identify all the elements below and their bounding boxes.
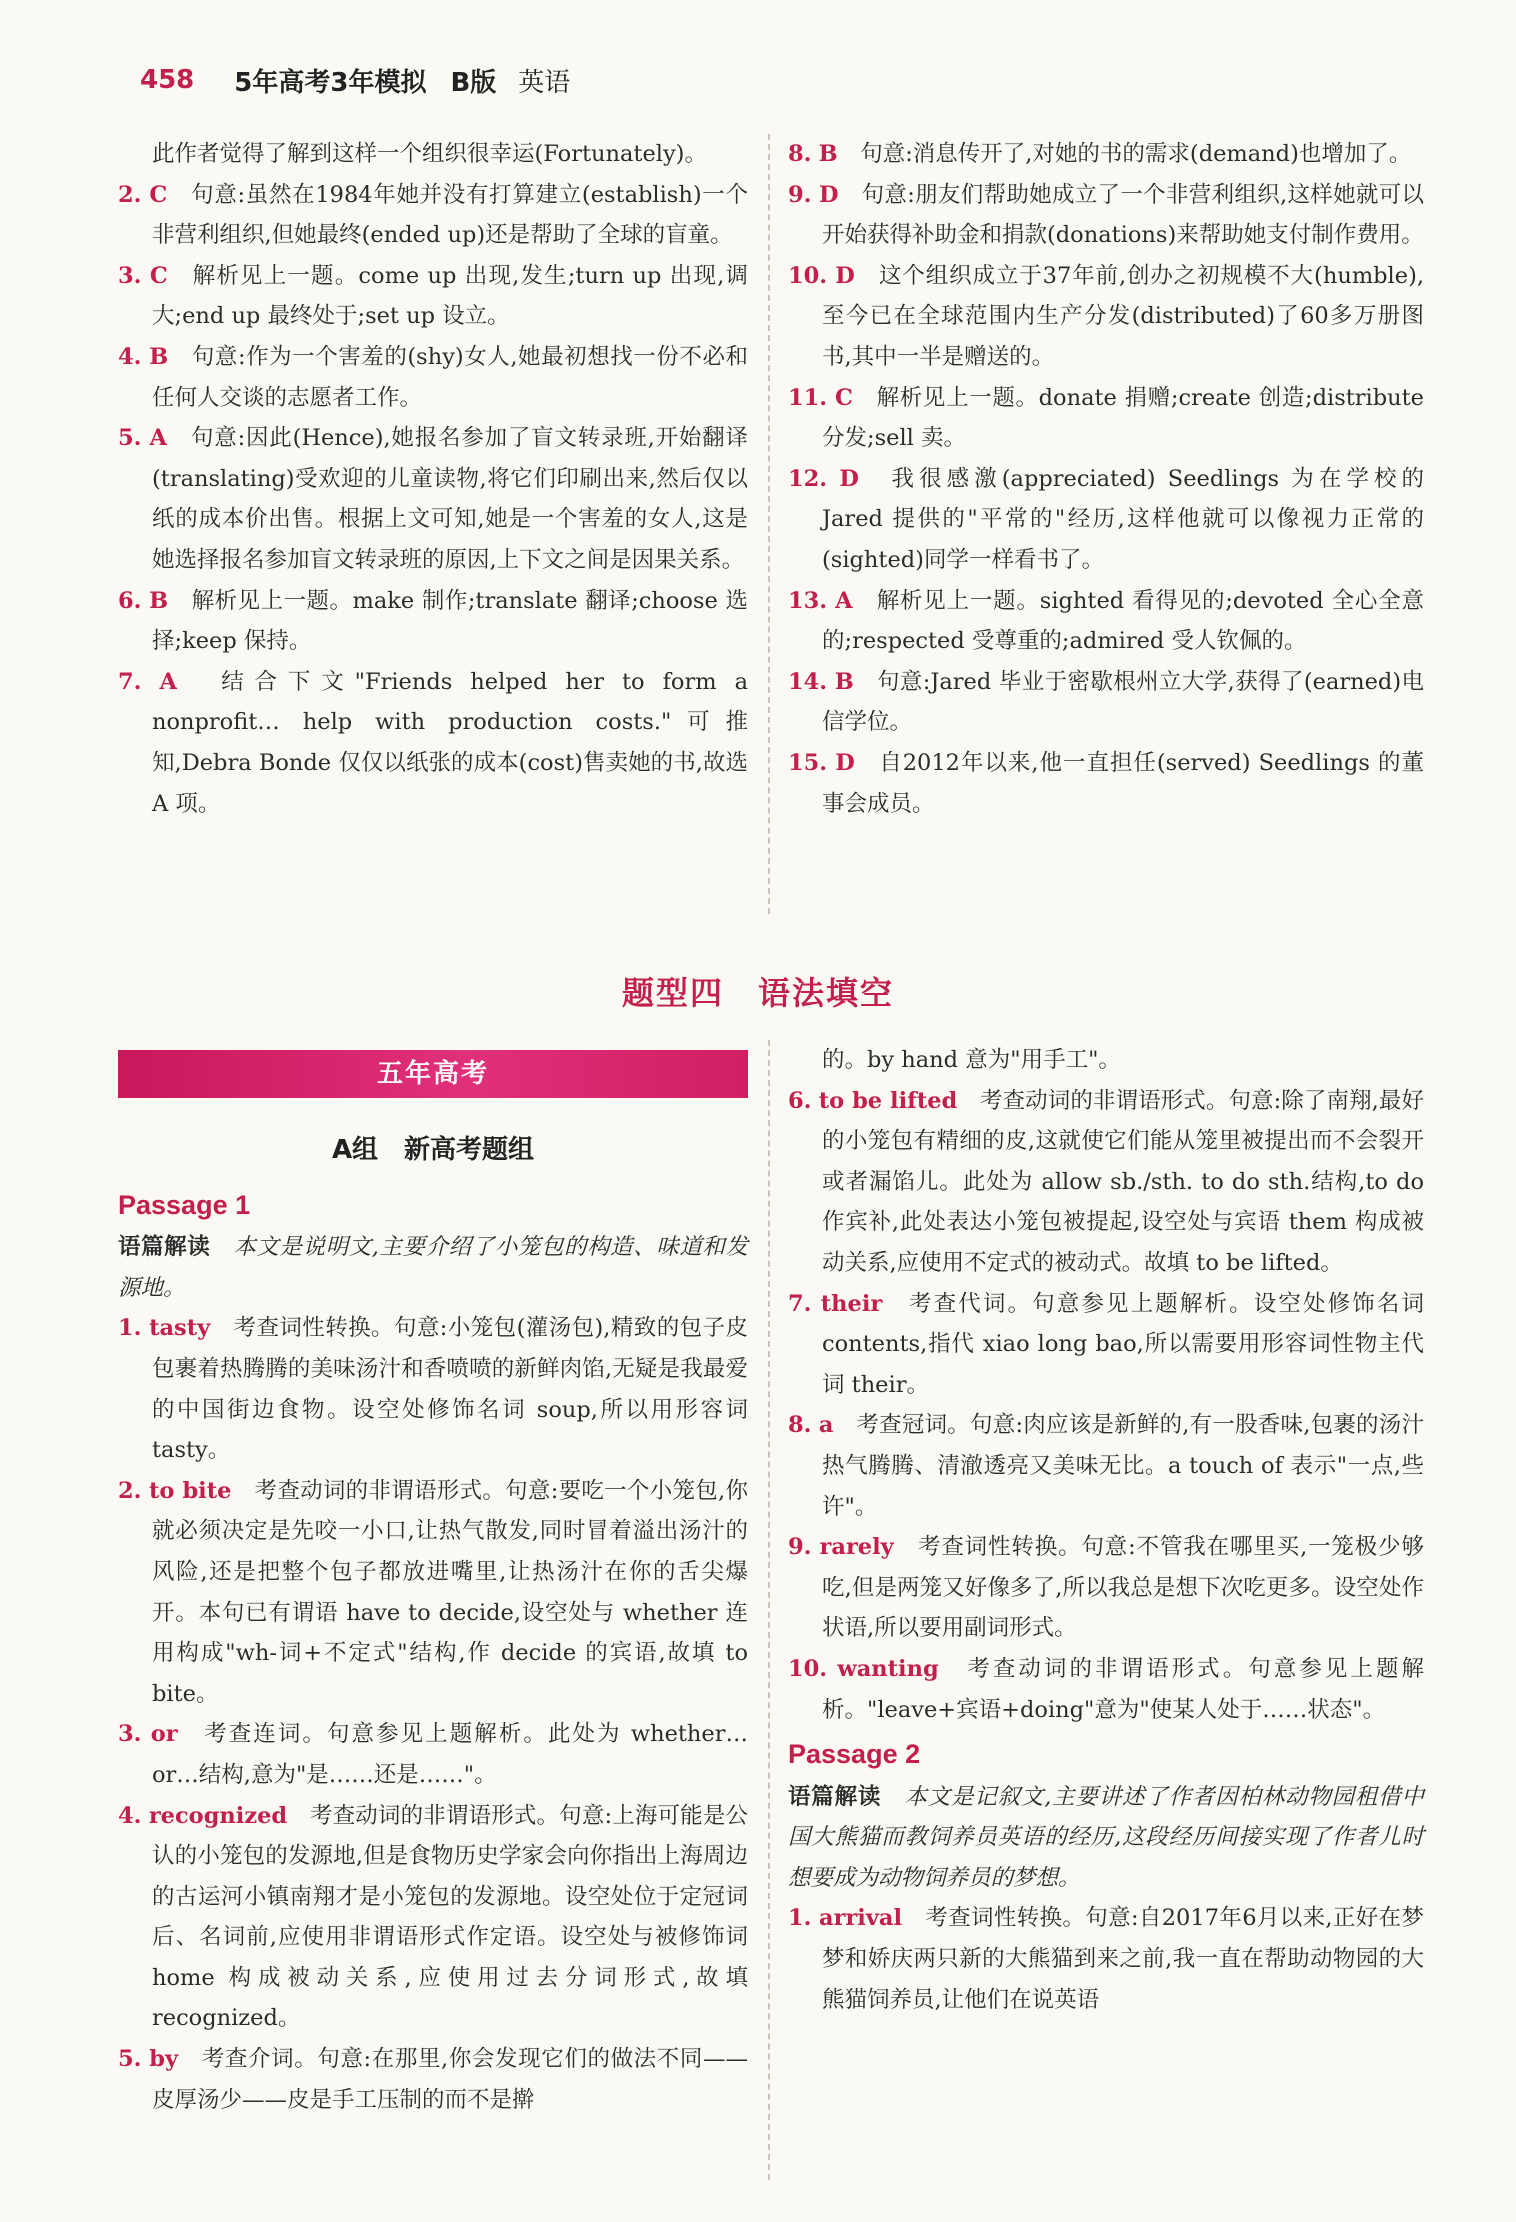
summary-text: 本文是记叙文,主要讲述了作者因柏林动物园租借中国大熊猫而教饲养员英语的经历,这段经历间接实现了作者儿时想要成为动物饲养员的梦想。 [788, 1783, 1424, 1891]
answer-item [118, 175, 748, 256]
item-explanation: 结合下文"Friends helped her to form a nonprofit… help with production costs."可推知,Debra Bonde 仅仅以纸张的成本(cost)售卖她的书,故选 A 项。 [152, 668, 748, 817]
answer-list [788, 1898, 1424, 2020]
item-answer: C [149, 181, 168, 208]
summary-label: 语篇解读 [118, 1234, 211, 1261]
item-number: 8. [788, 1412, 812, 1439]
passage-summary [788, 1777, 1424, 1899]
answer-list [118, 1308, 748, 2120]
item-answer: D [818, 181, 839, 208]
answer-item [118, 1471, 748, 1715]
item-explanation: 考查词性转换。句意:不管我在哪里买,一笼极少够吃,但是两笼又好像多了,所以我总是想下次吃更多。设空处作状语,所以要用副词形式。 [822, 1534, 1424, 1642]
top-left-column [118, 134, 748, 824]
item-explanation: 解析见上一题。donate 捐赠;create 创造;distribute 分发;sell 卖。 [822, 384, 1424, 452]
answer-item [118, 581, 748, 662]
section-title: 题型四 语法填空 [621, 974, 894, 1012]
answer-item [118, 1796, 748, 2040]
item-explanation: 解析见上一题。come up 出现,发生;turn up 出现,调大;end up 最终处于;set up 设立。 [152, 262, 748, 330]
item-explanation: 句意:Jared 毕业于密歇根州立大学,获得了(earned)电信学位。 [822, 668, 1424, 736]
item-explanation: 自2012年以来,他一直担任(served) Seedlings 的董事会成员。 [822, 749, 1424, 817]
item-number: 6. [118, 587, 142, 614]
answer-item [788, 1898, 1424, 2020]
item-explanation: 考查代词。句意参见上题解析。设空处修饰名词 contents,指代 xiao long bao,所以需要用形容词性物主代词 their。 [822, 1290, 1424, 1398]
answer-item [118, 418, 748, 580]
answer-item [788, 256, 1424, 378]
summary-label: 语篇解读 [788, 1783, 882, 1810]
continued-text: 的。by hand 意为"用手工"。 [822, 1047, 1121, 1073]
item-answer: B [818, 141, 838, 167]
item-answer: rarely [819, 1534, 894, 1561]
item-answer: arrival [819, 1905, 903, 1932]
item-explanation: 考查词性转换。句意:自2017年6月以来,正好在梦梦和娇庆两只新的大熊猫到来之前,我一直在帮助动物园的大熊猫饲养员,让他们在说英语 [822, 1905, 1425, 2013]
item-number: 14. [788, 668, 828, 695]
answer-list [118, 175, 748, 825]
item-number: 2. [118, 181, 142, 208]
item-answer: wanting [837, 1655, 939, 1682]
answer-item [788, 1081, 1424, 1284]
item-answer: or [150, 1721, 178, 1748]
answer-item [788, 459, 1424, 581]
item-number: 10. [788, 1655, 828, 1682]
item-number: 8. [788, 141, 812, 167]
bottom-left-column [118, 1130, 748, 2120]
item-number: 4. [118, 343, 142, 370]
item-number: 9. [788, 181, 812, 208]
item-answer: B [834, 668, 854, 695]
item-number: 1. [788, 1905, 812, 1932]
item-number: 15. [788, 749, 828, 776]
item-explanation: 句意:消息传开了,对她的书的需求(demand)也增加了。 [860, 141, 1412, 167]
item-answer: recognized [148, 1802, 288, 1829]
group-title: A组 新高考题组 [331, 1135, 535, 1165]
item-answer: a [818, 1412, 834, 1439]
item-explanation: 句意:作为一个害羞的(shy)女人,她最初想找一份不必和任何人交谈的志愿者工作。 [152, 343, 748, 411]
item-number: 11. [788, 384, 828, 411]
item-number: 5. [118, 2046, 142, 2073]
item-number: 2. [118, 1477, 142, 1504]
passage-title: Passage 2 [788, 1739, 921, 1770]
item-answer: C [149, 262, 168, 289]
continued-text: 此作者觉得了解到这样一个组织很幸运(Fortunately)。 [152, 141, 707, 167]
item-number: 1. [118, 1315, 142, 1342]
answer-item [788, 134, 1424, 175]
column-divider-top [768, 134, 770, 914]
answer-item [788, 662, 1424, 743]
passage-summary [118, 1227, 748, 1308]
item-explanation: 考查冠词。句意:肉应该是新鲜的,有一股香味,包裹的汤汁热气腾腾、清澈透亮又美味无比。a touch of 表示"一点,些许"。 [822, 1412, 1424, 1520]
answer-item [788, 175, 1424, 256]
item-number: 7. [788, 1290, 812, 1317]
item-answer: A [835, 587, 853, 614]
item-explanation: 考查介词。句意:在那里,你会发现它们的做法不同——皮厚汤少——皮是手工压制的而不是擀 [152, 2046, 748, 2113]
answer-item [788, 1527, 1424, 1649]
item-answer: to bite [148, 1477, 232, 1504]
answer-item [788, 581, 1424, 662]
item-number: 10. [788, 262, 828, 289]
item-answer: D [835, 262, 855, 289]
answer-item [788, 378, 1424, 459]
item-explanation: 考查动词的非谓语形式。句意:上海可能是公认的小笼包的发源地,但是食物历史学家会向你指出上海周边的古运河小镇南翔才是小笼包的发源地。设空处位于定冠词后、名词前,应使用非谓语形式作定语。设空处与被修饰词 home 构成被动关系,应使用过去分词形式,故填 recognized。 [152, 1802, 748, 2032]
item-explanation: 句意:朋友们帮助她成立了一个非营利组织,这样她就可以开始获得补助金和捐款(donations)来帮助她支付制作费用。 [822, 181, 1425, 249]
item-explanation: 考查连词。句意参见上题解析。此处为 whether…or…结构,意为"是……还是……"。 [152, 1721, 748, 1788]
item-answer: D [835, 749, 855, 776]
item-answer: tasty [149, 1315, 211, 1342]
top-right-column [788, 134, 1424, 824]
answer-item [788, 1649, 1424, 1730]
bottom-right-column [788, 1040, 1424, 2020]
item-explanation: 句意:因此(Hence),她报名参加了盲文转录班,开始翻译(translating)受欢迎的儿童读物,将它们印刷出来,然后仅以纸的成本价出售。根据上文可知,她是一个害羞的女人,这是她选择报名参加盲文转录班的原因,上下文之间是因果关系。 [152, 425, 748, 573]
item-number: 12. [788, 465, 828, 492]
page-number: 458 [140, 65, 195, 95]
item-number: 9. [788, 1534, 812, 1561]
item-explanation: 这个组织成立于37年前,创办之初规模不大(humble),至今已在全球范围内生产分发(distributed)了60多万册图书,其中一半是赠送的。 [822, 262, 1424, 370]
answer-item [118, 2039, 748, 2120]
answer-item [788, 1405, 1424, 1527]
answer-item [118, 1714, 748, 1795]
answer-item [118, 337, 748, 418]
summary-text: 本文是说明文,主要介绍了小笼包的构造、味道和发源地。 [118, 1234, 748, 1301]
answer-list [788, 1081, 1424, 1731]
answer-item [118, 1308, 748, 1470]
five-year-banner: 五年高考 [118, 1050, 748, 1098]
item-answer: C [834, 384, 853, 411]
item-answer: B [149, 587, 169, 614]
item-number: 6. [788, 1087, 812, 1114]
item-answer: A [149, 425, 167, 452]
item-explanation: 考查动词的非谓语形式。句意:要吃一个小笼包,你就必须决定是先咬一小口,让热气散发,同时冒着溢出汤汁的风险,还是把整个包子都放进嘴里,让热汤汁在你的舌尖爆开。本句已有谓语 have to decide,设空处与 whether 连用构成"wh-词+不定式"结构,作 decide 的宾语,故填 to bite。 [152, 1477, 748, 1707]
item-explanation: 句意:虽然在1984年她并没有打算建立(establish)一个非营利组织,但她最终(ended up)还是帮助了全球的盲童。 [152, 181, 748, 249]
item-number: 4. [118, 1802, 142, 1829]
edition-label: B版 [450, 67, 497, 98]
item-explanation: 考查词性转换。句意:小笼包(灌汤包),精致的包子皮包裹着热腾腾的美味汤汁和香喷喷的新鲜肉馅,无疑是我最爱的中国街边食物。设空处修饰名词 soup,所以用形容词 tasty。 [152, 1315, 748, 1464]
item-answer: by [149, 2046, 179, 2073]
item-answer: to be lifted [818, 1087, 958, 1114]
item-number: 5. [118, 425, 142, 452]
answer-list [788, 134, 1424, 824]
item-explanation: 我很感激(appreciated) Seedlings 为在学校的 Jared 提供的"平常的"经历,这样他就可以像视力正常的(sighted)同学一样看书了。 [822, 465, 1424, 573]
answer-item [118, 662, 748, 824]
item-explanation: 考查动词的非谓语形式。句意参见上题解析。"leave+宾语+doing"意为"使某人处于……状态"。 [822, 1655, 1424, 1723]
answer-item [118, 256, 748, 337]
item-explanation: 考查动词的非谓语形式。句意:除了南翔,最好的小笼包有精细的皮,这就使它们能从笼里被提出而不会裂开或者漏馅儿。此处为 allow sb./sth. to do sth.结构,to do 作宾补,此处表达小笼包被提起,设空处与宾语 them 构成被动关系,应使用不定式的被动式。故填 to be lifted。 [822, 1087, 1424, 1276]
book-title: 5年高考3年模拟 [234, 67, 427, 98]
item-explanation: 解析见上一题。sighted 看得见的;devoted 全心全意的;respected 受尊重的;admired 受人钦佩的。 [822, 587, 1424, 655]
item-answer: their [820, 1290, 883, 1317]
item-answer: D [839, 465, 859, 492]
passage-title: Passage 1 [118, 1189, 251, 1220]
item-explanation: 解析见上一题。make 制作;translate 翻译;choose 选择;keep 保持。 [152, 587, 748, 655]
answer-item [788, 1284, 1424, 1406]
answer-item [788, 743, 1424, 824]
page-header [140, 58, 570, 102]
item-answer: B [149, 343, 169, 370]
item-number: 7. [118, 668, 142, 695]
item-number: 3. [118, 262, 142, 289]
item-number: 3. [118, 1721, 142, 1748]
subject-label: 英语 [518, 67, 571, 98]
column-divider-bottom [768, 1040, 770, 2180]
item-answer: A [159, 668, 177, 695]
item-number: 13. [788, 587, 828, 614]
